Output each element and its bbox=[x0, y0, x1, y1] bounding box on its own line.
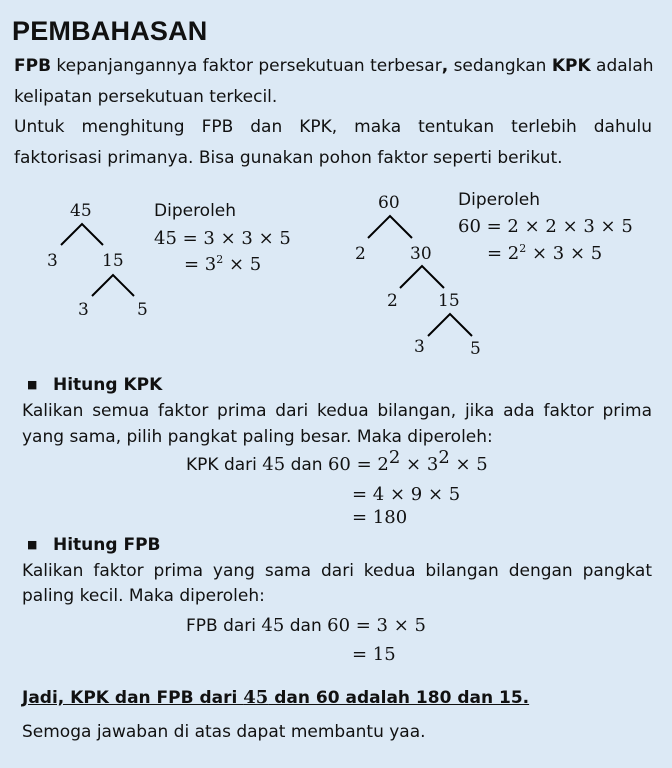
tree60-factor-3: 3 bbox=[414, 337, 425, 357]
fpb-calc-line-1 bbox=[186, 615, 426, 636]
intro-line-2: kelipatan persekutuan terkecil. bbox=[14, 87, 278, 107]
comma: , bbox=[441, 56, 449, 76]
tree60-branch-root bbox=[368, 216, 412, 238]
fpb-calc-label: FPB dari bbox=[186, 616, 262, 636]
page-title: PEMBAHASAN bbox=[12, 16, 208, 46]
fpb-calc-eq: = 3 × 5 bbox=[350, 615, 426, 636]
kpk-calc-line-3: = 180 bbox=[352, 507, 408, 528]
kpk-exp-2: 2 bbox=[438, 447, 450, 468]
intro-line-4: faktorisasi primanya. Bisa gunakan pohon faktor seperti berikut. bbox=[14, 148, 563, 168]
tree60-node-30: 30 bbox=[410, 244, 432, 264]
tree60-branch-30 bbox=[400, 266, 444, 288]
fpb-calc-line-2: = 15 bbox=[352, 644, 396, 665]
kpk-definition-start: adalah bbox=[590, 56, 654, 76]
tree60-exponent: 2 bbox=[519, 242, 527, 255]
tree60-node-15: 15 bbox=[438, 291, 460, 311]
tree60-result-label: Diperoleh bbox=[458, 190, 541, 210]
kpk-calc-line-2: = 4 × 9 × 5 bbox=[352, 484, 461, 505]
tree45-factor-5: 5 bbox=[137, 300, 148, 320]
conclusion-part-2: dan 60 adalah 180 dan 15. bbox=[268, 688, 530, 708]
fpb-text-line-2: paling kecil. Maka diperoleh: bbox=[22, 586, 265, 606]
fpb-text-line-1: Kalikan faktor prima yang sama dari kedua bilangan dengan pangkat bbox=[22, 561, 652, 581]
tree45-node-15: 15 bbox=[102, 251, 124, 271]
kpk-heading: Hitung KPK bbox=[53, 375, 163, 395]
fpb-calc-a: 45 bbox=[261, 615, 285, 636]
conclusion bbox=[22, 683, 529, 713]
intro-line-3: Untuk menghitung FPB dan KPK, maka tentukan terlebih dahulu bbox=[14, 117, 652, 137]
tree60-eq: = 2 bbox=[487, 243, 520, 264]
conjunction: sedangkan bbox=[448, 56, 552, 76]
kpk-calc-b: 60 bbox=[327, 454, 351, 475]
tree45-exponent: 2 bbox=[216, 253, 224, 266]
tree60-root: 60 bbox=[378, 193, 400, 213]
tree60-branch-15 bbox=[428, 314, 472, 336]
fpb-calc-b: 60 bbox=[327, 615, 351, 636]
tree45-rest: × 5 bbox=[223, 254, 262, 275]
tree45-result-line-2 bbox=[184, 254, 261, 275]
tree60-rest: × 3 × 5 bbox=[526, 243, 603, 264]
kpk-term: KPK bbox=[551, 56, 591, 76]
kpk-calc-a: 45 bbox=[262, 454, 286, 475]
kpk-text-line-1: Kalikan semua faktor prima dari kedua bilangan, jika ada faktor prima bbox=[22, 401, 652, 421]
tree45-result-line-1: 45 = 3 × 3 × 5 bbox=[154, 228, 291, 249]
kpk-calc-mid: × 3 bbox=[400, 454, 439, 475]
kpk-exp-1: 2 bbox=[388, 447, 401, 468]
kpk-bullet: ■ bbox=[27, 378, 38, 391]
kpk-calc-label: KPK dari bbox=[186, 455, 263, 475]
fpb-definition: kepanjangannya faktor persekutuan terbesar bbox=[51, 56, 442, 76]
tree60-result-line-2 bbox=[487, 243, 602, 264]
tree45-factor-3: 3 bbox=[47, 251, 58, 271]
tree60-factor-5: 5 bbox=[470, 339, 481, 359]
tree45-eq: = 3 bbox=[184, 254, 217, 275]
tree45-branch-15 bbox=[92, 275, 134, 296]
kpk-calc-end: × 5 bbox=[449, 454, 488, 475]
kpk-text-line-2: yang sama, pilih pangkat paling besar. Maka diperoleh: bbox=[22, 427, 493, 447]
fpb-term: FPB bbox=[14, 56, 52, 76]
closing-text: Semoga jawaban di atas dapat membantu yaa. bbox=[22, 722, 426, 742]
tree60-result-line-1: 60 = 2 × 2 × 3 × 5 bbox=[458, 216, 633, 237]
tree60-factor-2: 2 bbox=[355, 244, 366, 264]
fpb-bullet: ■ bbox=[27, 538, 38, 551]
tree60-factor-2b: 2 bbox=[387, 291, 398, 311]
tree45-factor-3b: 3 bbox=[78, 300, 89, 320]
fpb-heading: Hitung FPB bbox=[53, 535, 161, 555]
tree45-root: 45 bbox=[70, 201, 92, 221]
tree45-result-label: Diperoleh bbox=[154, 201, 237, 221]
conclusion-number: 45 bbox=[243, 687, 269, 708]
conclusion-part-1: Jadi, KPK dan FPB dari bbox=[22, 688, 244, 708]
kpk-calc-eq: = 2 bbox=[350, 454, 389, 475]
kpk-calc-line-1 bbox=[186, 447, 488, 475]
fpb-calc-and: dan bbox=[284, 616, 328, 636]
kpk-calc-and: dan bbox=[285, 455, 328, 475]
tree45-branch-root bbox=[61, 224, 103, 245]
